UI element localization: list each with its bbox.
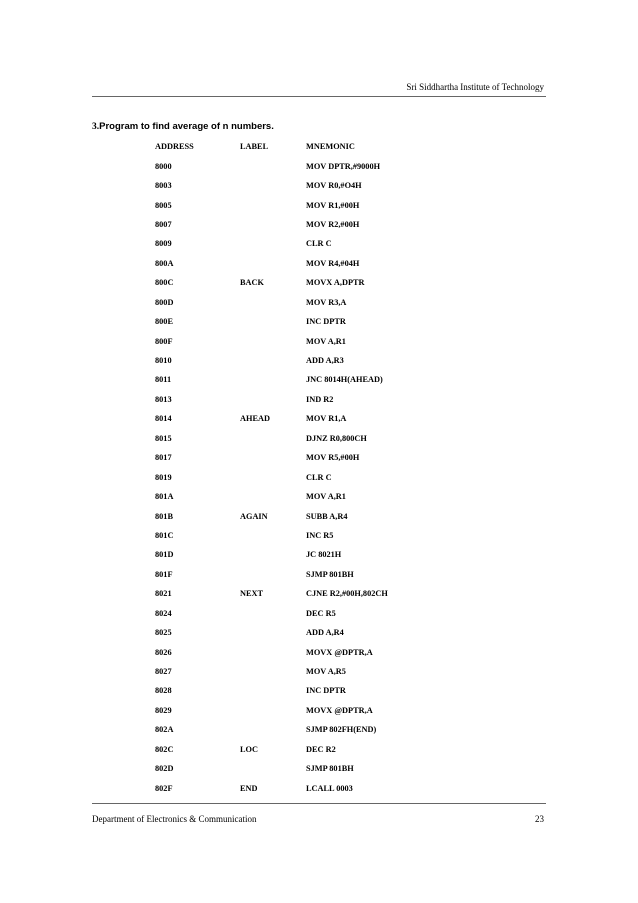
cell-label [240, 176, 306, 195]
cell-mnemonic: JC 8021H [306, 550, 342, 560]
cell-mnemonic: INC DPTR [306, 317, 346, 327]
cell-label [240, 156, 306, 175]
cell-mnemonic: MOV R3,A [306, 297, 347, 307]
table-row [155, 312, 426, 331]
table-row [155, 215, 426, 234]
cell-address: 8010 [155, 356, 172, 366]
cell-address: 8029 [155, 705, 172, 715]
cell-address: 801D [155, 550, 174, 560]
cell-mnemonic: MOV R0,#O4H [306, 181, 362, 191]
cell-label [240, 351, 306, 370]
cell-label [240, 215, 306, 234]
cell-label [240, 681, 306, 700]
cell-mnemonic: DEC R5 [306, 608, 336, 618]
table-row [155, 293, 426, 312]
cell-mnemonic: SUBB A,R4 [306, 511, 348, 521]
cell-address: 800E [155, 317, 173, 327]
table-row [155, 506, 426, 525]
cell-address: 800C [155, 278, 174, 288]
table-row [155, 565, 426, 584]
cell-mnemonic: CLR C [306, 239, 332, 249]
cell-label [240, 604, 306, 623]
cell-mnemonic: SJMP 802FH(END) [306, 725, 377, 735]
cell-label: NEXT [240, 589, 264, 599]
cell-label: AGAIN [240, 511, 268, 521]
table-row [155, 526, 426, 545]
cell-label [240, 759, 306, 778]
cell-label [240, 642, 306, 661]
cell-label [240, 526, 306, 545]
cell-address: 802F [155, 783, 173, 793]
cell-mnemonic: SJMP 801BH [306, 764, 354, 774]
cell-address: 801F [155, 569, 173, 579]
cell-mnemonic: MOV DPTR,#9000H [306, 161, 381, 171]
cell-address: 8003 [155, 181, 172, 191]
program-heading [92, 121, 274, 132]
cell-label [240, 448, 306, 467]
cell-address: 8019 [155, 472, 172, 482]
cell-mnemonic: INC R5 [306, 530, 334, 540]
cell-label: LOC [240, 744, 258, 754]
table-row [155, 409, 426, 428]
cell-mnemonic: MOV A,R1 [306, 336, 346, 346]
table-row [155, 545, 426, 564]
cell-mnemonic: MOVX A,DPTR [306, 278, 365, 288]
header-institute: Sri Siddhartha Institute of Technology [406, 82, 544, 92]
cell-label: BACK [240, 278, 264, 288]
cell-label [240, 234, 306, 253]
cell-label [240, 429, 306, 448]
table-row [155, 720, 426, 739]
cell-address: 802D [155, 764, 174, 774]
cell-mnemonic: MOV R4,#04H [306, 258, 360, 268]
table-row [155, 195, 426, 214]
cell-address: 8026 [155, 647, 172, 657]
program-number: 3. [92, 122, 100, 132]
cell-label [240, 195, 306, 214]
table-row [155, 701, 426, 720]
cell-address: 8017 [155, 453, 172, 463]
cell-mnemonic: SJMP 801BH [306, 569, 354, 579]
cell-address: 8021 [155, 589, 172, 599]
cell-label [240, 370, 306, 389]
cell-label [240, 293, 306, 312]
table-row [155, 604, 426, 623]
table-row [155, 740, 426, 759]
cell-mnemonic: ADD A,R3 [306, 356, 344, 366]
table-row [155, 390, 426, 409]
table-row [155, 176, 426, 195]
cell-mnemonic: MOV R2,#00H [306, 219, 360, 229]
table-row [155, 273, 426, 292]
cell-mnemonic: MOV R1,A [306, 414, 347, 424]
cell-mnemonic: INC DPTR [306, 686, 346, 696]
cell-address: 8024 [155, 608, 172, 618]
table-row [155, 234, 426, 253]
table-row [155, 584, 426, 603]
cell-address: 8000 [155, 161, 172, 171]
cell-address: 8025 [155, 628, 172, 638]
table-row [155, 487, 426, 506]
table-row [155, 623, 426, 642]
cell-label [240, 390, 306, 409]
table-row [155, 429, 426, 448]
cell-address: 8007 [155, 219, 172, 229]
table-row [155, 156, 426, 175]
cell-mnemonic: MOV R1,#00H [306, 200, 360, 210]
column-header-address: ADDRESS [155, 142, 194, 152]
cell-label [240, 701, 306, 720]
cell-address: 8027 [155, 667, 172, 677]
cell-address: 801C [155, 530, 174, 540]
cell-mnemonic: DEC R2 [306, 744, 336, 754]
cell-address: 8015 [155, 433, 172, 443]
table-row [155, 662, 426, 681]
cell-mnemonic: IND R2 [306, 394, 334, 404]
program-listing-table [155, 137, 426, 798]
cell-label [240, 331, 306, 350]
table-row [155, 467, 426, 486]
cell-mnemonic: DJNZ R0,800CH [306, 433, 367, 443]
cell-address: 8009 [155, 239, 172, 249]
cell-address: 800F [155, 336, 173, 346]
cell-address: 8028 [155, 686, 172, 696]
column-header-mnemonic: MNEMONIC [306, 142, 355, 152]
table-row [155, 370, 426, 389]
cell-mnemonic: MOV A,R5 [306, 667, 346, 677]
cell-address: 8005 [155, 200, 172, 210]
cell-label: END [240, 783, 258, 793]
page-number: 23 [535, 814, 544, 824]
cell-mnemonic: MOV R5,#00H [306, 453, 360, 463]
cell-label [240, 545, 306, 564]
cell-address: 801A [155, 492, 174, 502]
cell-label [240, 623, 306, 642]
cell-label [240, 662, 306, 681]
cell-mnemonic: ADD A,R4 [306, 628, 344, 638]
cell-label [240, 487, 306, 506]
table-body [155, 156, 426, 797]
table-row [155, 448, 426, 467]
cell-mnemonic: CLR C [306, 472, 332, 482]
cell-label [240, 312, 306, 331]
cell-mnemonic: MOVX @DPTR,A [306, 647, 373, 657]
cell-label [240, 720, 306, 739]
cell-address: 802C [155, 744, 174, 754]
table-row [155, 254, 426, 273]
cell-label [240, 467, 306, 486]
table-row [155, 778, 426, 797]
column-header-label: LABEL [240, 142, 269, 152]
cell-mnemonic: JNC 8014H(AHEAD) [306, 375, 383, 385]
cell-address: 8013 [155, 394, 172, 404]
cell-address: 801B [155, 511, 173, 521]
cell-mnemonic: LCALL 0003 [306, 783, 353, 793]
table-row [155, 642, 426, 661]
cell-address: 8014 [155, 414, 172, 424]
cell-mnemonic: MOVX @DPTR,A [306, 705, 373, 715]
table-header-row [155, 137, 426, 156]
footer-department: Department of Electronics & Communication [92, 814, 257, 824]
cell-address: 8011 [155, 375, 172, 385]
program-title: Program to find average of n numbers. [99, 121, 274, 132]
cell-label [240, 254, 306, 273]
cell-address: 800A [155, 258, 174, 268]
cell-label [240, 565, 306, 584]
cell-mnemonic: MOV A,R1 [306, 492, 346, 502]
table-row [155, 681, 426, 700]
cell-label: AHEAD [240, 414, 270, 424]
table-row [155, 759, 426, 778]
cell-address: 802A [155, 725, 174, 735]
cell-address: 800D [155, 297, 174, 307]
footer-divider [92, 803, 546, 804]
cell-mnemonic: CJNE R2,#00H,802CH [306, 589, 388, 599]
table-row [155, 331, 426, 350]
header-divider [92, 96, 546, 97]
table-row [155, 351, 426, 370]
